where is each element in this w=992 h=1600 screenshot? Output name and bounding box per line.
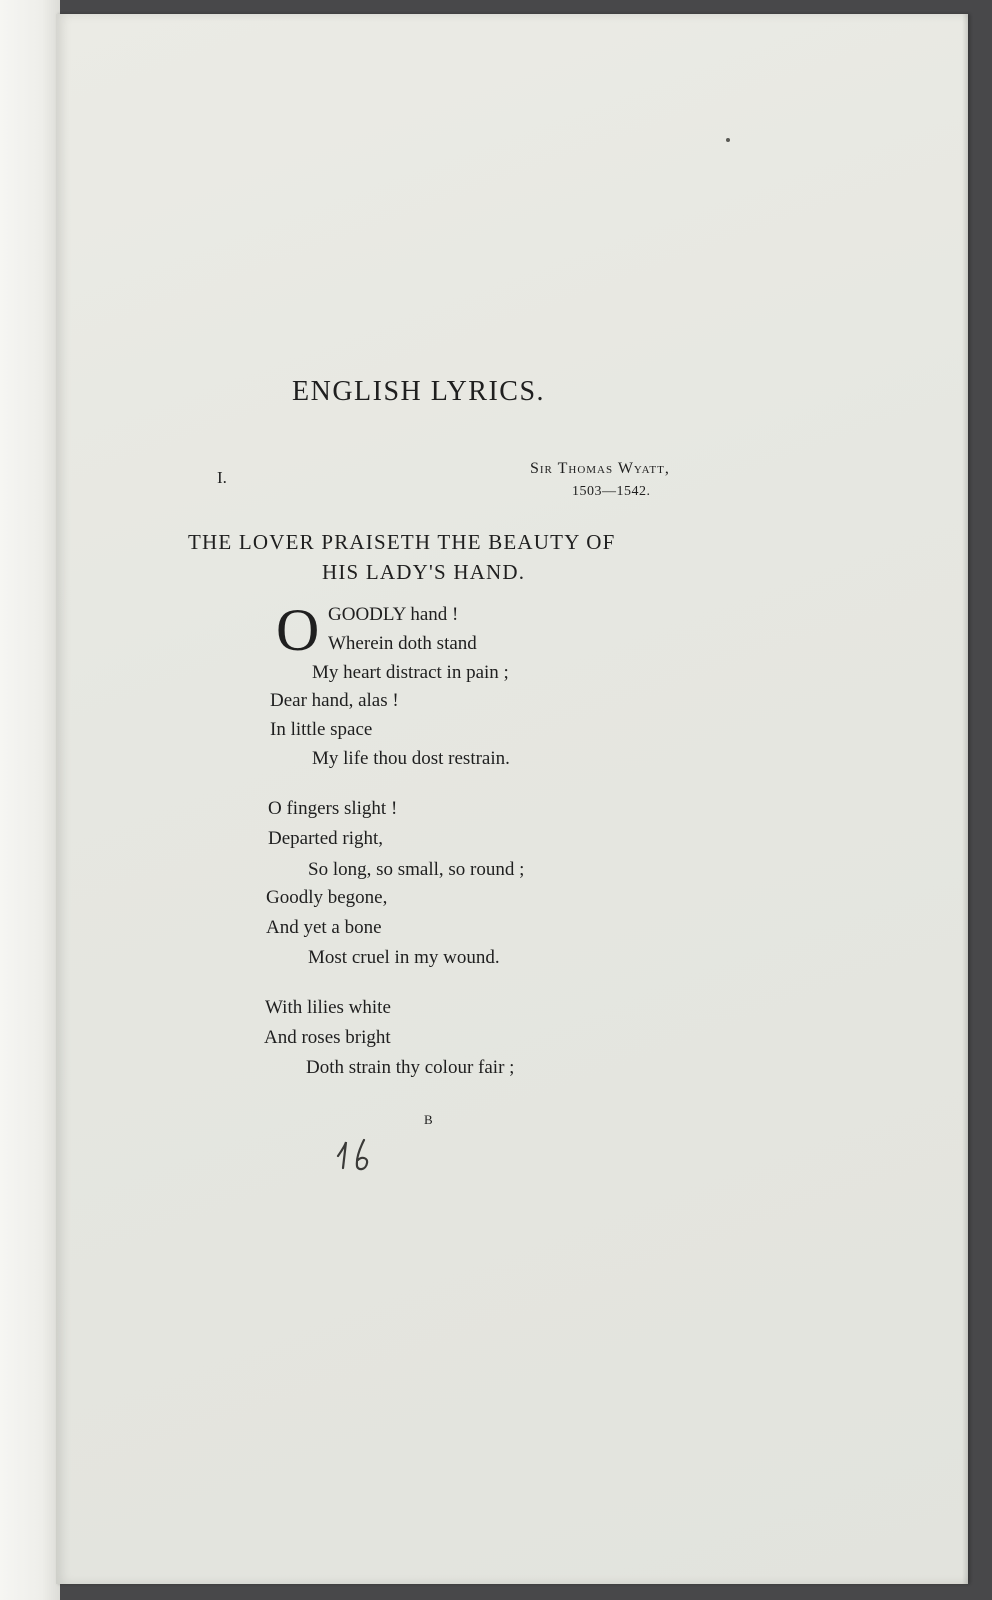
poem-line: In little space (270, 719, 373, 740)
poem-line: GOODLY hand ! (328, 604, 459, 625)
facing-page-edge (0, 0, 60, 1600)
poem-line: O fingers slight ! (268, 798, 398, 819)
page-signature: B (424, 1112, 434, 1127)
poem-number: I. (217, 468, 227, 487)
poem-line: And roses bright (264, 1027, 391, 1048)
poem-line: Goodly begone, (266, 887, 388, 908)
poem-line: Dear hand, alas ! (270, 690, 399, 711)
poem-line: And yet a bone (266, 917, 382, 938)
poem-line: Doth strain thy colour fair ; (306, 1057, 515, 1078)
poem-line: My heart distract in pain ; (312, 662, 509, 683)
poem-line: Most cruel in my wound. (308, 947, 500, 968)
poem-line: With lilies white (265, 997, 391, 1018)
poem-title-line-2: HIS LADY'S HAND. (322, 560, 526, 584)
poem-line: Departed right, (268, 828, 384, 849)
author-name: Sir Thomas Wyatt, (530, 460, 670, 477)
poem-line: Wherein doth stand (328, 633, 477, 654)
book-title: ENGLISH LYRICS. (292, 376, 546, 407)
dust-speck (726, 138, 730, 142)
book-page (56, 14, 968, 1584)
poem-line: So long, so small, so round ; (308, 859, 525, 880)
drop-cap: O (276, 597, 320, 663)
handwritten-page-number (334, 1134, 394, 1174)
author-dates: 1503—1542. (572, 484, 651, 499)
poem-line: My life thou dost restrain. (312, 748, 510, 769)
poem-title-line-1: THE LOVER PRAISETH THE BEAUTY OF (188, 530, 616, 554)
